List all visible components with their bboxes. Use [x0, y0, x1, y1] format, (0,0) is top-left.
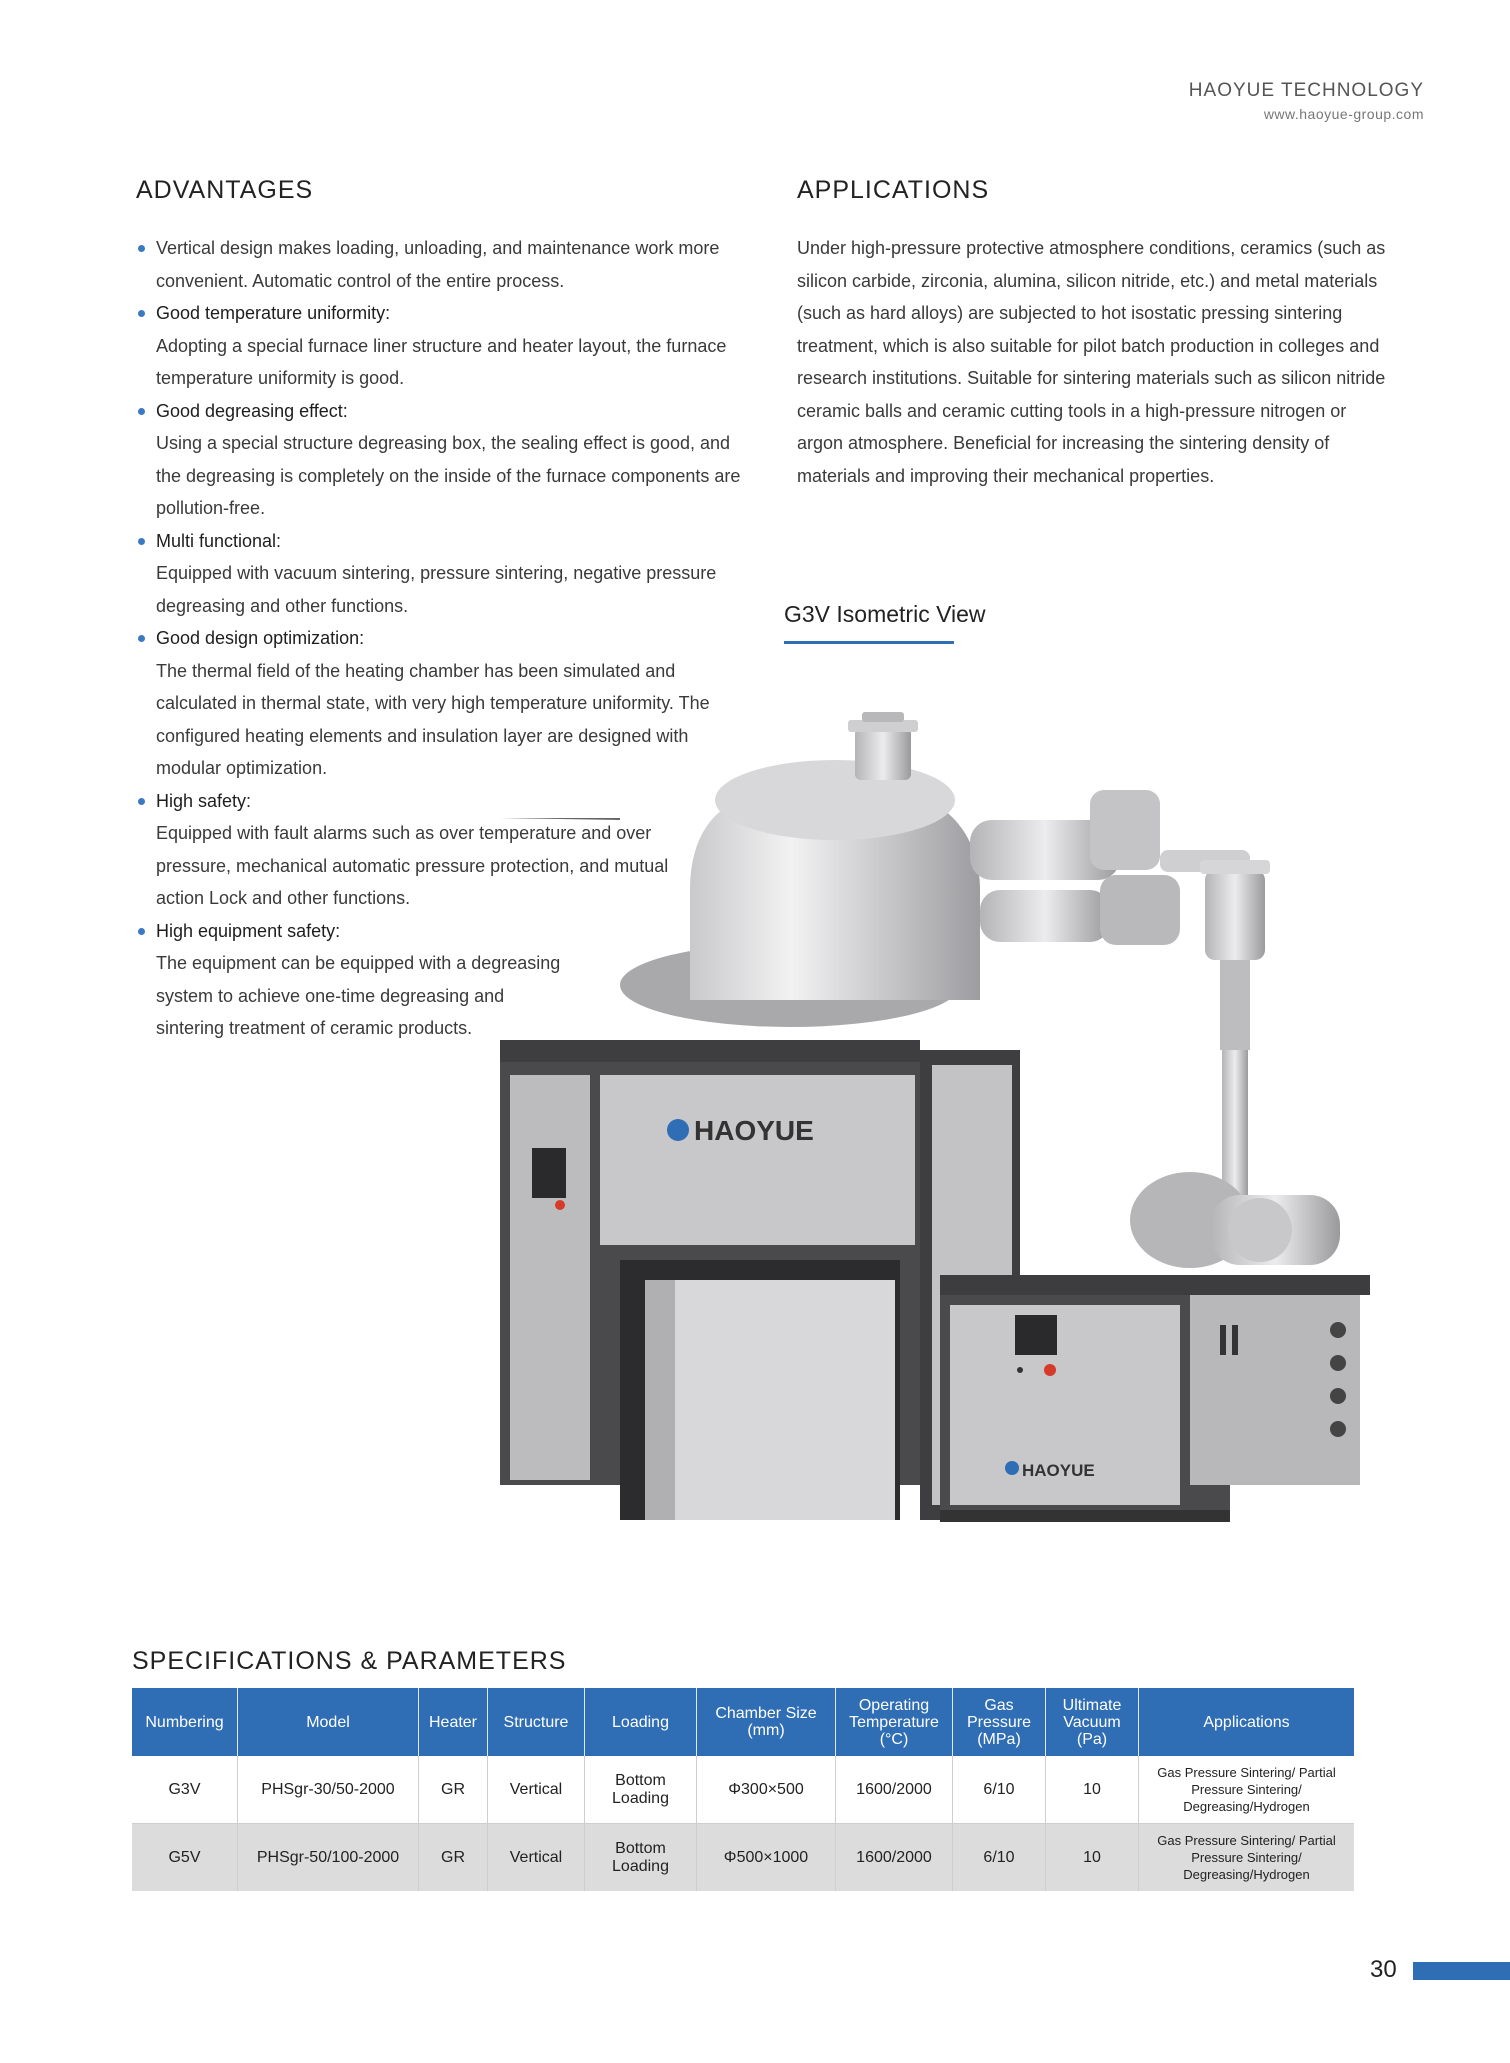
- table-cell: 1600/2000: [836, 1756, 953, 1824]
- bullet-icon: [138, 798, 145, 805]
- advantage-text: Using a special structure degreasing box, the sealing effect is good, and the degreasing is completely on the inside of the furnace components are pollution-free.: [156, 433, 741, 518]
- list-item: [136, 232, 746, 297]
- advantage-heading: High equipment safety:: [156, 920, 341, 941]
- specs-title: SPECIFICATIONS & PARAMETERS: [132, 1647, 567, 1675]
- applications-title: APPLICATIONS: [797, 176, 990, 204]
- advantages-title: ADVANTAGES: [136, 176, 314, 204]
- page-accent-bar: [1413, 1962, 1510, 1980]
- table-cell: GR: [419, 1756, 488, 1824]
- advantage-heading: Good design optimization:: [156, 628, 365, 648]
- table-cell: 1600/2000: [836, 1824, 953, 1892]
- advantage-heading: Good temperature uniformity:: [156, 303, 391, 323]
- isometric-view-title: G3V Isometric View: [784, 601, 986, 627]
- col-header: Chamber Size (mm): [697, 1688, 836, 1756]
- table-cell: PHSgr-50/100-2000: [238, 1824, 419, 1892]
- table-cell: Bottom Loading: [585, 1824, 697, 1892]
- table-cell: Vertical: [488, 1824, 585, 1892]
- bullet-icon: [138, 310, 145, 317]
- bullet-icon: [138, 538, 145, 545]
- col-header: Model: [238, 1688, 419, 1756]
- table-cell: Φ300×500: [697, 1756, 836, 1824]
- table-cell: Bottom Loading: [585, 1756, 697, 1824]
- advantage-heading: High safety:: [156, 790, 252, 811]
- advantage-text: The equipment can be equipped with a degreasing system to achieve one-time degreasing and sintering treatment of ceramic products.: [156, 953, 561, 1038]
- advantage-text: Equipped with fault alarms such as over temperature and over pressure, mechanical automatic pressure protection, and mutual action Lock and other functions.: [156, 823, 669, 908]
- list-item: [136, 525, 746, 623]
- table-cell: Φ500×1000: [697, 1824, 836, 1892]
- list-item: [136, 297, 746, 395]
- table-cell: PHSgr-30/50-2000: [238, 1756, 419, 1824]
- advantage-text: Adopting a special furnace liner structure and heater layout, the furnace temperature uniformity is good.: [156, 335, 727, 388]
- col-header: Structure: [488, 1688, 585, 1756]
- bullet-icon: [138, 635, 145, 642]
- table-cell: Vertical: [488, 1756, 585, 1824]
- brand-name: HAOYUE TECHNOLOGY: [1188, 80, 1424, 101]
- brand-url: www.haoyue-group.com: [1263, 106, 1424, 122]
- table-cell: 10: [1046, 1824, 1139, 1892]
- col-header: Numbering: [132, 1688, 238, 1756]
- table-header-row: [132, 1688, 1354, 1756]
- table-row: [132, 1756, 1354, 1824]
- title-underline: [784, 641, 954, 644]
- table-cell: 10: [1046, 1756, 1139, 1824]
- furnace-illustration: [500, 700, 1370, 1620]
- table-cell: G5V: [132, 1824, 238, 1892]
- advantage-text: Equipped with vacuum sintering, pressure sintering, negative pressure degreasing and other functions.: [156, 563, 717, 616]
- table-row: [132, 1824, 1354, 1892]
- advantage-heading: Good degreasing effect:: [156, 400, 348, 421]
- col-header: Ultimate Vacuum (Pa): [1046, 1688, 1139, 1756]
- table-cell: Gas Pressure Sintering/ Partial Pressure Sintering/ Degreasing/Hydrogen: [1139, 1756, 1355, 1824]
- col-header: Operating Temperature (°C): [836, 1688, 953, 1756]
- col-header: Gas Pressure (MPa): [953, 1688, 1046, 1756]
- table-cell: G3V: [132, 1756, 238, 1824]
- bullet-icon: [138, 408, 145, 415]
- col-header: Applications: [1139, 1688, 1355, 1756]
- table-cell: Gas Pressure Sintering/ Partial Pressure Sintering/ Degreasing/Hydrogen: [1139, 1824, 1355, 1892]
- cabinet-logo-small: HAOYUE: [1022, 1461, 1095, 1480]
- col-header: Heater: [419, 1688, 488, 1756]
- specs-table: [132, 1688, 1354, 1891]
- table-cell: GR: [419, 1824, 488, 1892]
- table-cell: 6/10: [953, 1756, 1046, 1824]
- col-header: Loading: [585, 1688, 697, 1756]
- advantage-heading: Multi functional:: [156, 530, 282, 551]
- page-number: 30: [1370, 1956, 1397, 1983]
- advantage-text: Vertical design makes loading, unloading, and maintenance work more convenient. Automatic control of the entire process.: [156, 238, 720, 291]
- list-item: [136, 395, 746, 525]
- brand-block: [1189, 80, 1424, 122]
- advantage-text: The thermal field of the heating chamber has been simulated and calculated in thermal state, with very high temperature uniformity. The configured heating elements and insulation layer are designed with modular optimization.: [156, 660, 710, 778]
- cabinet-logo: HAOYUE: [694, 1115, 814, 1146]
- table-cell: 6/10: [953, 1824, 1046, 1892]
- bullet-icon: [138, 245, 145, 252]
- bullet-icon: [138, 928, 145, 935]
- applications-text: Under high-pressure protective atmosphere conditions, ceramics (such as silicon carbide, zirconia, alumina, silicon nitride, etc.) and metal materials (such as hard alloys) are subjected to hot isostatic pressing sintering treatment, which is also suitable for pilot batch production in colleges and research institutions. Suitable for sintering materials such as silicon nitride ceramic balls and ceramic cutting tools in a high-pressure nitrogen or argon atmosphere. Beneficial for increasing the sintering density of materials and improving their mechanical properties.: [797, 238, 1386, 486]
